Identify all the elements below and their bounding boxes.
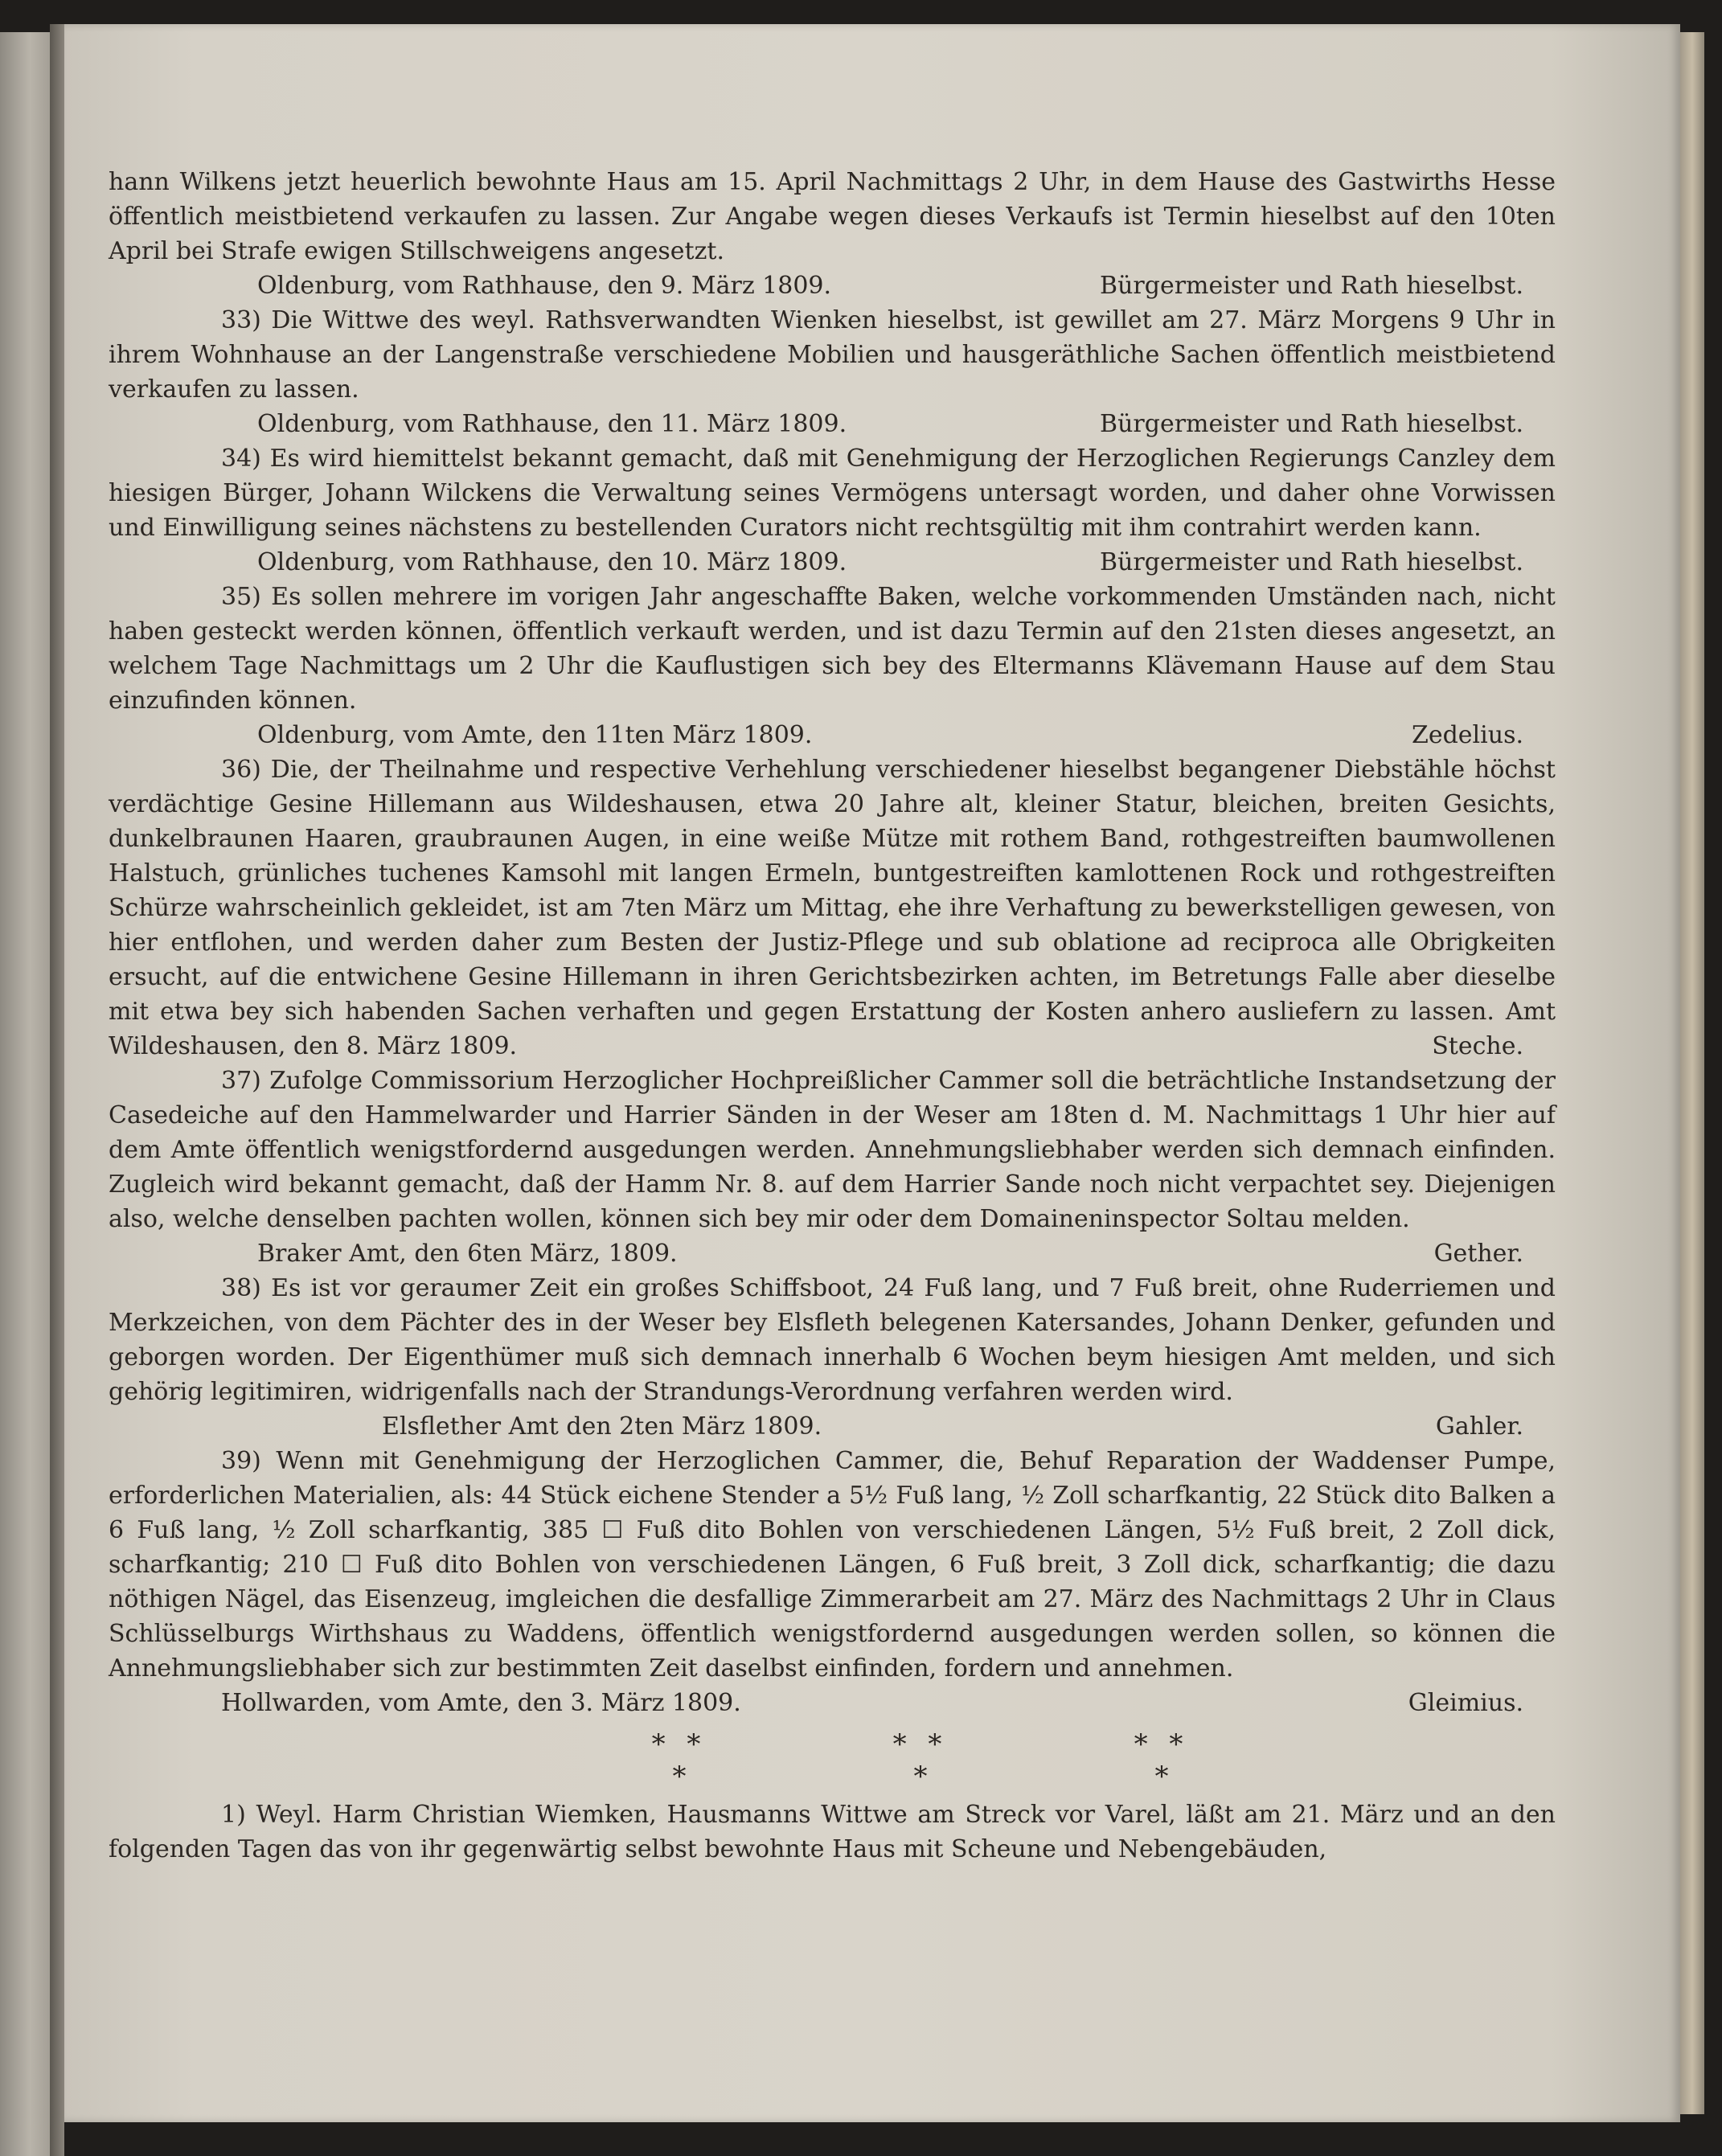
section-divider-stars [559,1728,1282,1793]
signature-line [109,718,1556,752]
notice-37: 37) Zufolge Commissorium Herzoglicher Hochpreißlicher Cammer soll die beträchtliche Instandsetzung der Casedeiche auf den Hammelwarder und Harrier Sänden in der Weser am 18ten d. M. Nachmittags 1 Uhr hier auf dem Amte öffentlich wenigstfordernd ausgedungen werden. Annehmungsliebhaber werden sich demnach einfinden. Zugleich wird bekannt gemacht, daß der Hamm Nr. 8. auf dem Harrier Sande noch nicht verpachtet sey. Diejenigen also, welche denselben pachten wollen, können sich bey mir oder dem Domaineninspector Soltau melden. [109,1067,1556,1233]
signature-place: Oldenburg, vom Amte, den 11ten März 1809. [257,721,813,749]
notice-36 [109,752,1556,1064]
star-group: * * * [1134,1728,1190,1793]
notice-39: 39) Wenn mit Genehmigung der Herzoglichen Cammer, die, Behuf Reparation der Waddenser Pumpe, erforderlichen Materialien, als: 44 Stück eichene Stender a 5½ Fuß lang, ½ Zoll scharfkantig, 22 Stück dito Balken a 6 Fuß lang, ½ Zoll scharfkantig, 385 ☐ Fuß dito Bohlen von verschiedenen Längen, 5½ Fuß breit, 2 Zoll dick, scharfkantig; 210 ☐ Fuß dito Bohlen von verschiedenen Längen, 6 Fuß breit, 3 Zoll dick, scharfkantig; die dazu nöthigen Nägel, das Eisenzeug, imgleichen die desfallige Zimmerarbeit am 27. März des Nachmittags 2 Uhr in Claus Schlüsselburgs Wirthshaus zu Waddens, öffentlich wenigstfordernd ausgedungen werden sollen, so können die Annehmungsliebhaber sich zur bestimmten Zeit daselbst einfinden, fordern und annehmen. [109,1447,1556,1683]
signature-place: Elsflether Amt den 2ten März 1809. [382,1412,822,1441]
page-stack-edge [1680,32,1704,2114]
signature-line [109,268,1556,303]
signature-line [109,407,1556,441]
notice-34: 34) Es wird hiemittelst bekannt gemacht, daß mit Genehmigung der Herzoglichen Regierungs Canzley dem hiesigen Bürger, Johann Wilckens die Verwaltung seines Vermögens untersagt worden, und daher ohne Vorwissen und Einwilligung seines nächstens zu bestellenden Curators nicht rechtsgültig mit ihm contrahirt werden kann. [109,445,1556,542]
signature-place: Oldenburg, vom Rathhause, den 9. März 1809. [257,272,832,300]
signature-line [109,1409,1556,1444]
signature-signer: Steche. [1432,1032,1523,1060]
book-gutter [50,24,64,2156]
signature-signer: Zedelius. [1412,721,1523,749]
star-group: * * * [892,1728,949,1793]
paragraph-continuation: hann Wilkens jetzt heuerlich bewohnte Haus am 15. April Nachmittags 2 Uhr, in dem Hause des Gastwirths Hesse öffentlich meistbietend verkaufen zu lassen. Zur Angabe wegen dieses Verkaufs ist Termin hieselbst auf den 10ten April bei Strafe ewigen Stillschweigens angesetzt. [109,168,1556,265]
signature-signer: Gleimius. [1408,1689,1523,1717]
signature-place: Oldenburg, vom Rathhause, den 11. März 1809. [257,410,847,438]
signature-place: Hollwarden, vom Amte, den 3. März 1809. [221,1689,741,1717]
signature-line [109,545,1556,580]
signature-signer: Bürgermeister und Rath hieselbst. [1100,410,1523,438]
signature-signer: Gahler. [1435,1412,1523,1441]
signature-line [109,1236,1556,1271]
notice-33: 33) Die Wittwe des weyl. Rathsverwandten Wienken hieselbst, ist gewillet am 27. März Morgens 9 Uhr in ihrem Wohnhause an der Langenstraße verschiedene Mobilien und hausgeräthliche Sachen öffentlich meistbietend verkaufen zu lassen. [109,306,1556,404]
signature-signer: Bürgermeister und Rath hieselbst. [1100,548,1523,576]
signature-signer: Bürgermeister und Rath hieselbst. [1100,272,1523,300]
signature-place: Oldenburg, vom Rathhause, den 10. März 1809. [257,548,847,576]
signature-signer: Gether. [1433,1240,1523,1268]
page-text [109,165,1556,1867]
left-page-edge [0,32,50,2156]
notice-35: 35) Es sollen mehrere im vorigen Jahr angeschaffte Baken, welche vorkommenden Umständen nach, nicht haben gesteckt werden können, öffentlich verkauft werden, und ist dazu Termin auf den 21sten dieses angesetzt, an welchem Tage Nachmittags um 2 Uhr die Kauflustigen sich bey des Eltermanns Klävemann Hause auf dem Stau einzufinden können. [109,583,1556,715]
signature-place: Braker Amt, den 6ten März, 1809. [257,1240,678,1268]
notice-36-text: 36) Die, der Theilnahme und respective Verhehlung verschiedener hieselbst begangener Diebstähle höchst verdächtige Gesine Hillemann aus Wildeshausen, etwa 20 Jahre alt, kleiner Statur, bleichen, breiten Gesichts, dunkelbraunen Haaren, graubraunen Augen, in eine weiße Mütze mit rothem Band, rothgestreiften baumwollenen Halstuch, grünliches tuchenes Kamsohl mit langen Ermeln, buntgestreiften kamlottenen Rock und rothgestreiften Schürze wahrscheinlich gekleidet, ist am 7ten März um Mittag, ehe ihre Verhaftung zu bewerkstelligen gewesen, von hier entflohen, und werden daher zum Besten der Justiz-Pflege und sub oblatione ad reciproca alle Obrigkeiten ersucht, auf die entwichene Gesine Hillemann in ihren Gerichtsbezirken achten, im Betretungs Falle aber dieselbe mit etwa bey sich habenden Sachen verhaften und gegen Erstattung der Kosten anhero ausliefern zu lassen. Amt Wildeshausen, den 8. März 1809. [109,756,1556,1060]
notice-new-1: 1) Weyl. Harm Christian Wiemken, Hausmanns Wittwe am Streck vor Varel, läßt am 21. März und an den folgenden Tagen das von ihr gegenwärtig selbst bewohnte Haus mit Scheune und Nebengebäuden, [109,1801,1556,1863]
notice-38: 38) Es ist vor geraumer Zeit ein großes Schiffsboot, 24 Fuß lang, und 7 Fuß breit, ohne Ruderriemen und Merkzeichen, von dem Pächter des in der Weser bey Elsfleth belegenen Katersandes, Johann Denker, gefunden und geborgen worden. Der Eigenthümer muß sich demnach innerhalb 6 Wochen beym hiesigen Amt melden, und sich gehörig legitimiren, widrigenfalls nach der Strandungs-Verordnung verfahren werden wird. [109,1274,1556,1406]
star-group: * * * [651,1728,707,1793]
signature-line [109,1686,1556,1720]
